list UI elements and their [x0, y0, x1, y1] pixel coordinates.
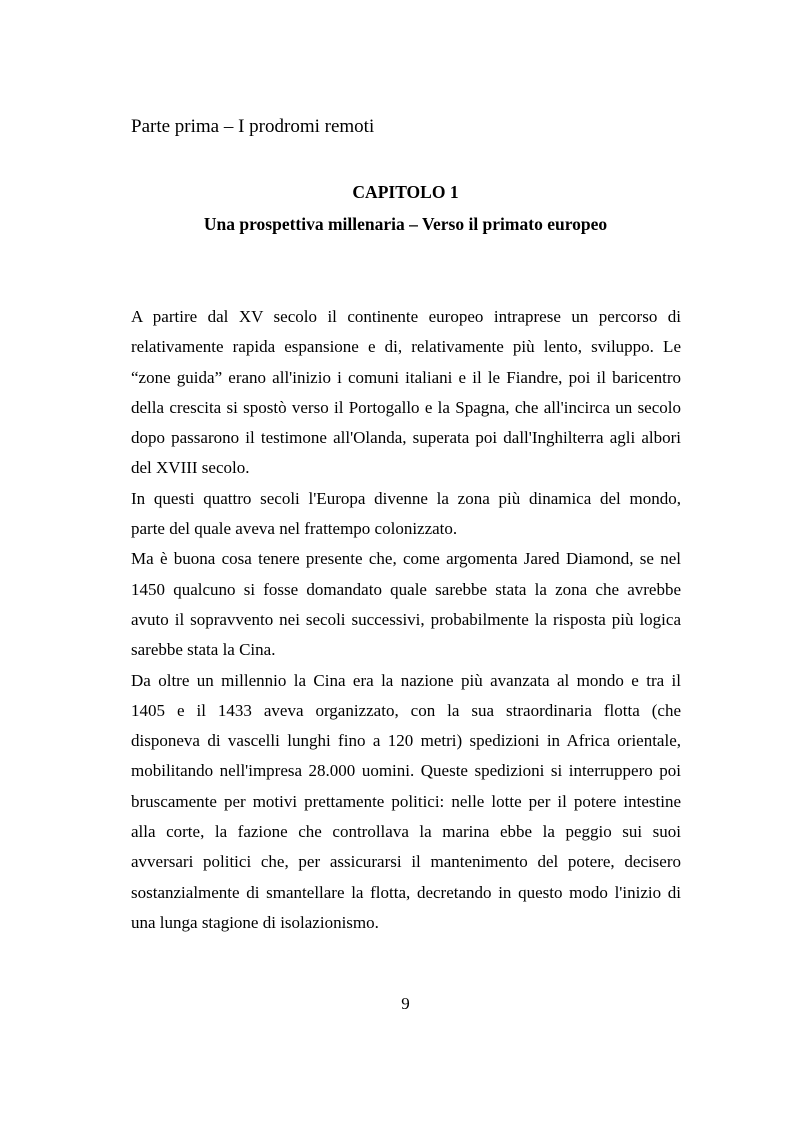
body-line: dopo passarono il testimone all'Olanda, superata poi dall'Inghilterra agli albori	[131, 428, 681, 448]
body-text	[131, 302, 681, 938]
page-number: 9	[401, 994, 410, 1013]
body-line: A partire dal XV secolo il continente europeo intraprese un percorso di	[131, 307, 681, 326]
body-line: Ma è buona cosa tenere presente che, come argomenta Jared Diamond, se nel	[131, 549, 681, 569]
body-line: 1450 qualcuno si fosse domandato quale sarebbe stata la zona che avrebbe	[131, 579, 681, 599]
body-line: parte del quale aveva nel frattempo colonizzato.	[131, 519, 458, 539]
body-line: alla corte, la fazione che controllava la marina ebbe la peggio sui suoi	[131, 822, 681, 842]
body-line: In questi quattro secoli l'Europa divenne la zona più dinamica del mondo,	[131, 488, 681, 508]
body-line: bruscamente per motivi prettamente politici: nelle lotte per il potere intestine	[131, 791, 681, 811]
body-line: avversari politici che, per assicurarsi il mantenimento del potere, decisero	[131, 852, 681, 872]
body-line: mobilitando nell'impresa 28.000 uomini. Queste spedizioni si interruppero poi	[131, 761, 681, 781]
body-line: una lunga stagione di isolazionismo.	[131, 912, 379, 932]
body-line: “zone guida” erano all'inizio i comuni italiani e il le Fiandre, poi il baricentro	[131, 367, 681, 387]
body-line: sostanzialmente di smantellare la flotta, decretando in questo modo l'inizio di	[131, 882, 681, 902]
chapter-subtitle: Una prospettiva millenaria – Verso il primato europeo	[203, 214, 608, 234]
body-line: disponeva di vascelli lunghi fino a 120 metri) spedizioni in Africa orientale,	[131, 731, 681, 751]
body-line: del XVIII secolo.	[131, 458, 250, 478]
body-line: sarebbe stata la Cina.	[131, 640, 276, 660]
body-line: relativamente rapida espansione e di, relativamente più lento, sviluppo. Le	[131, 337, 681, 357]
body-line: Da oltre un millennio la Cina era la nazione più avanzata al mondo e tra il	[131, 670, 681, 690]
body-line: avuto il sopravvento nei secoli successivi, probabilmente la risposta più logica	[131, 609, 681, 629]
body-line: della crescita si spostò verso il Portogallo e la Spagna, che all'incirca un secolo	[131, 397, 681, 417]
body-line: 1405 e il 1433 aveva organizzato, con la sua straordinaria flotta (che	[131, 700, 681, 720]
part-title: Parte prima – I prodromi remoti	[131, 116, 375, 137]
chapter-heading: CAPITOLO 1	[352, 182, 459, 202]
